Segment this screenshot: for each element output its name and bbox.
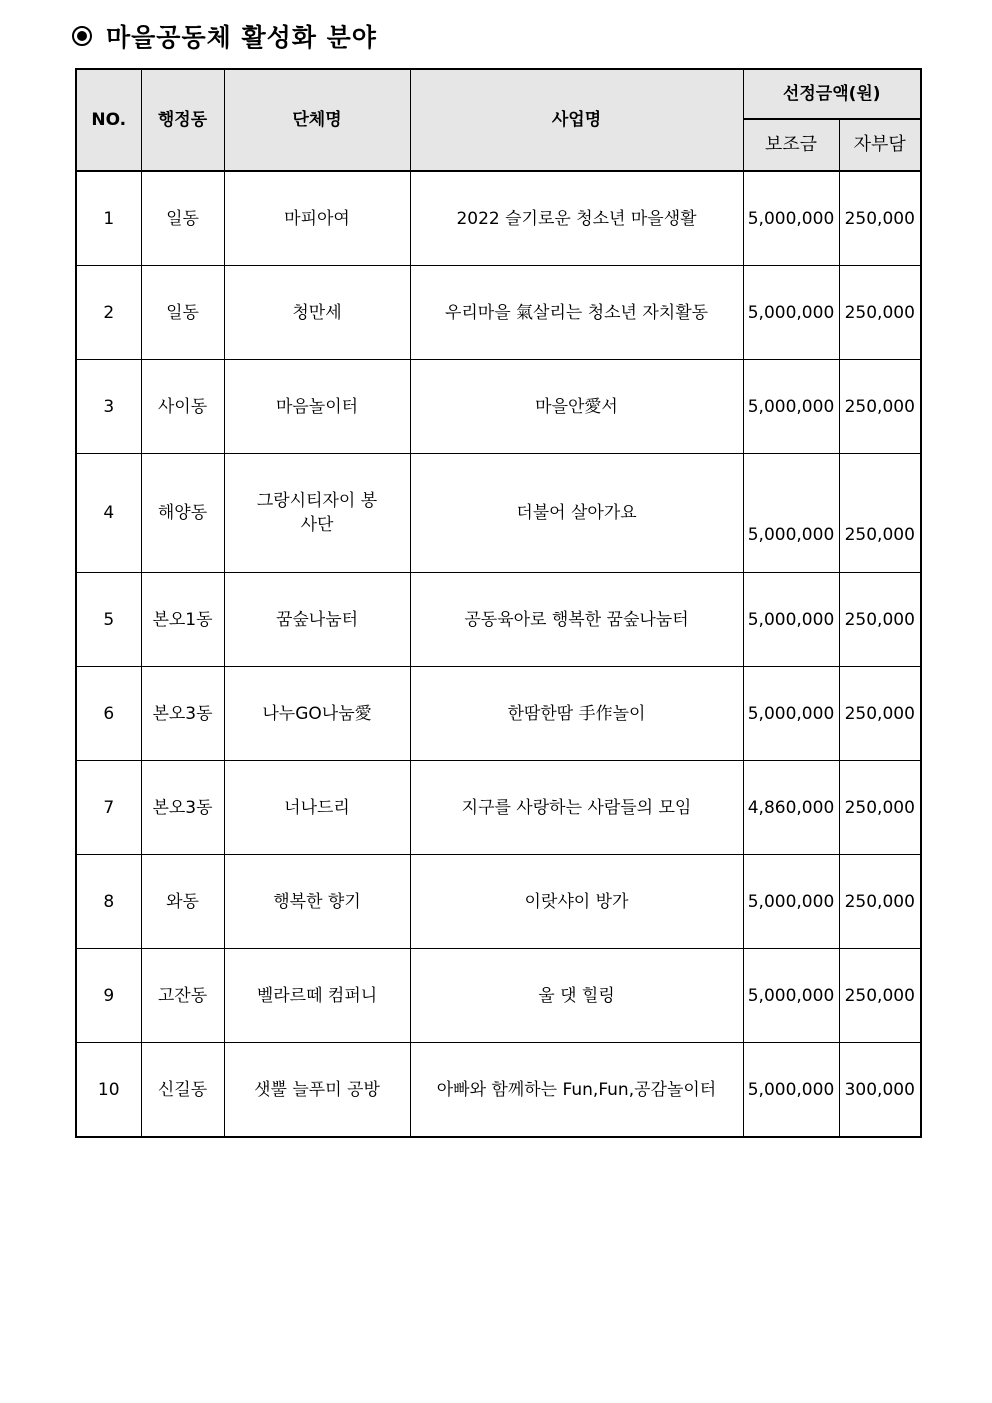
- row-self-pay: 250,000: [839, 573, 921, 667]
- row-self-pay: 250,000: [839, 454, 921, 573]
- row-group: 샛뿔 늘푸미 공방: [224, 1043, 410, 1138]
- header-project: 사업명: [410, 69, 743, 171]
- row-group: 꿈숲나눔터: [224, 573, 410, 667]
- row-subsidy: 4,860,000: [743, 761, 839, 855]
- row-project: 더불어 살아가요: [410, 454, 743, 573]
- row-group: 너나드리: [224, 761, 410, 855]
- row-no: 5: [76, 573, 141, 667]
- table-row: [76, 949, 921, 1043]
- row-district: 본오3동: [141, 761, 224, 855]
- row-no: 3: [76, 360, 141, 454]
- row-self-pay: 300,000: [839, 1043, 921, 1138]
- table-row: [76, 573, 921, 667]
- row-district: 신길동: [141, 1043, 224, 1138]
- row-self-pay: 250,000: [839, 667, 921, 761]
- header-no: NO.: [76, 69, 141, 171]
- row-district: 일동: [141, 171, 224, 266]
- row-project: 지구를 사랑하는 사람들의 모임: [410, 761, 743, 855]
- row-group: 청만세: [224, 266, 410, 360]
- row-subsidy: 5,000,000: [743, 454, 839, 573]
- row-project: 이랏샤이 방가: [410, 855, 743, 949]
- section-heading: [72, 18, 377, 54]
- row-group: 마피아여: [224, 171, 410, 266]
- row-self-pay: 250,000: [839, 855, 921, 949]
- radio-bullet-icon: [72, 26, 92, 46]
- row-district: 일동: [141, 266, 224, 360]
- row-no: 8: [76, 855, 141, 949]
- row-self-pay: 250,000: [839, 360, 921, 454]
- row-group: 나누GO나눔愛: [224, 667, 410, 761]
- row-project: 공동육아로 행복한 꿈숲나눔터: [410, 573, 743, 667]
- row-project: 2022 슬기로운 청소년 마을생활: [410, 171, 743, 266]
- row-group: 마음놀이터: [224, 360, 410, 454]
- header-amount: 선정금액(원): [743, 69, 921, 119]
- header-district: 행정동: [141, 69, 224, 171]
- header-group: 단체명: [224, 69, 410, 171]
- heading-title: 마을공동체 활성화 분야: [106, 23, 377, 52]
- row-group: 그랑시티자이 봉사단: [224, 454, 410, 573]
- funding-table: [75, 68, 922, 1138]
- row-no: 7: [76, 761, 141, 855]
- table-row: [76, 266, 921, 360]
- row-subsidy: 5,000,000: [743, 266, 839, 360]
- row-district: 사이동: [141, 360, 224, 454]
- row-subsidy: 5,000,000: [743, 1043, 839, 1138]
- row-subsidy: 5,000,000: [743, 667, 839, 761]
- row-no: 1: [76, 171, 141, 266]
- table-row: [76, 761, 921, 855]
- row-subsidy: 5,000,000: [743, 949, 839, 1043]
- row-subsidy: 5,000,000: [743, 171, 839, 266]
- row-self-pay: 250,000: [839, 171, 921, 266]
- row-project: 한땀한땀 手作놀이: [410, 667, 743, 761]
- row-project: 마을안愛서: [410, 360, 743, 454]
- row-no: 6: [76, 667, 141, 761]
- row-group: 벨라르떼 컴퍼니: [224, 949, 410, 1043]
- row-no: 10: [76, 1043, 141, 1138]
- row-project: 울 댓 힐링: [410, 949, 743, 1043]
- row-district: 고잔동: [141, 949, 224, 1043]
- row-subsidy: 5,000,000: [743, 573, 839, 667]
- table-row: [76, 1043, 921, 1138]
- row-no: 2: [76, 266, 141, 360]
- row-subsidy: 5,000,000: [743, 360, 839, 454]
- table-row: [76, 360, 921, 454]
- header-self-pay: 자부담: [839, 119, 921, 171]
- row-no: 9: [76, 949, 141, 1043]
- row-project: 아빠와 함께하는 Fun,Fun,공감놀이터: [410, 1043, 743, 1138]
- row-district: 본오1동: [141, 573, 224, 667]
- row-self-pay: 250,000: [839, 266, 921, 360]
- row-self-pay: 250,000: [839, 761, 921, 855]
- row-subsidy: 5,000,000: [743, 855, 839, 949]
- row-no: 4: [76, 454, 141, 573]
- table-row: [76, 171, 921, 266]
- table-row: [76, 454, 921, 573]
- row-district: 해양동: [141, 454, 224, 573]
- table-row: [76, 667, 921, 761]
- row-group: 행복한 향기: [224, 855, 410, 949]
- row-self-pay: 250,000: [839, 949, 921, 1043]
- header-subsidy: 보조금: [743, 119, 839, 171]
- row-district: 본오3동: [141, 667, 224, 761]
- row-project: 우리마을 氣살리는 청소년 자치활동: [410, 266, 743, 360]
- row-district: 와동: [141, 855, 224, 949]
- table-row: [76, 855, 921, 949]
